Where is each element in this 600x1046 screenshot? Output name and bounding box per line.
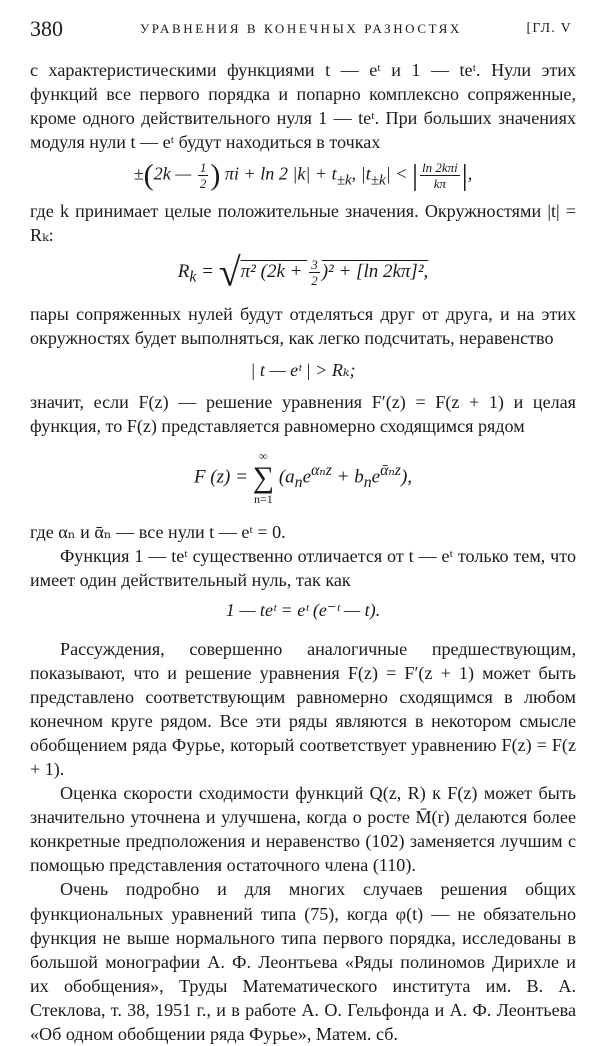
formula-part: | [461, 158, 468, 192]
subscript: ±k [336, 172, 352, 189]
sum-upper-limit: ∞ [259, 449, 268, 464]
formula-part: πi + ln 2 |k| + t [220, 164, 337, 185]
formula-zeros [30, 160, 576, 192]
page-body [30, 58, 576, 1046]
formula-inequality: | t — eᵗ | > Rₖ; [250, 359, 356, 380]
formula-part: ( [143, 158, 154, 192]
paragraph: значит, если F(z) — решение уравнения F′(z) = F(z + 1) и целая функция, то F(z) представляется равномерно сходящимся рядом [30, 391, 576, 437]
sigma-sign: ∑ [252, 461, 275, 495]
formula-part: + b [331, 466, 364, 488]
fraction [198, 160, 209, 191]
formula-part: F (z) = [193, 466, 253, 488]
paragraph: Рассуждения, совершенно аналогичные предшествующим, показывают, что и решение уравнения F(z) = F′(z + 1) может быть представлено соответствующим равномерно сходящимся в любом конечном круге рядом. Все эти ряды являются в некотором смысле обобщением ряда Фурье, который соответствует уравнению F(z) = F(z + 1). [30, 638, 576, 779]
formula-part: π² (2k + [240, 260, 308, 282]
chapter-label: [ГЛ. V [526, 21, 572, 36]
numerator: ln 2kπi [421, 160, 458, 176]
superscript: ᾱₙz [380, 462, 401, 480]
subscript: n [294, 474, 303, 492]
formula-part: ± [133, 164, 144, 185]
denominator: 2 [311, 272, 318, 288]
numerator: 1 [199, 160, 207, 176]
formula-part: e [371, 466, 381, 488]
fraction [420, 160, 460, 191]
running-header [30, 16, 572, 46]
paragraph: где αₙ и ᾱₙ — все нули t — eᵗ = 0. [30, 522, 286, 543]
superscript: αₙz [311, 462, 332, 480]
formula-part: , [467, 164, 473, 185]
formula-radius [30, 249, 576, 295]
page-number: 380 [30, 16, 63, 41]
subscript: k [189, 268, 197, 286]
numerator: 3 [311, 256, 318, 272]
denominator: kπ [433, 176, 446, 192]
paragraph: Функция 1 — teᵗ существенно отличается от t — eᵗ только тем, что имеет один действительный нуль, так как [30, 546, 576, 591]
formula-part: ), [400, 466, 413, 488]
formula-part: e [302, 466, 311, 488]
formula-series [30, 450, 576, 506]
subscript: n [363, 474, 372, 492]
formula-part: )² + [ln 2kπ]², [321, 260, 429, 282]
paragraph: где k принимает целые положительные значения. Окружностями |t| = Rₖ: [30, 200, 576, 245]
formula-identity: 1 — teᵗ = eᵗ (e⁻ᵗ — t). [225, 600, 381, 621]
sum-lower-limit: n=1 [253, 492, 273, 507]
paragraph: с характеристическими функциями t — eᵗ и 1 — teᵗ. Нули этих функций все первого порядка и попарно комплексно сопряженные, кроме одного действительного нуля 1 — teᵗ. При больших значениях модуля нули t — eᵗ будут находиться в точках [30, 60, 576, 153]
formula-part: ) [210, 158, 221, 192]
formula-part: R [177, 260, 190, 282]
paragraph: Очень подробно и для многих случаев решения общих функциональных уравнений типа (75), когда φ(t) — не обязательно функция не выше нормального типа первого порядка, исследованы в большой монографии А. Ф. Леонтьева «Ряды полиномов Дирихле и их обобщения», Труды Математического института им. В. А. Стеклова, т. 38, 1951 г., и в работе А. О. Гельфонда и А. Ф. Леонтьева «Об одном обобщении ряда Фурье», Матем. сб. [30, 879, 576, 1045]
formula-part: (a [274, 466, 295, 488]
summation [253, 450, 274, 506]
radical-sign: √ [218, 249, 241, 295]
paragraph: пары сопряженных нулей будут отделяться друг от друга, и на этих окружностях будет выполняться, как легко подсчитать, неравенство [30, 303, 576, 348]
formula-part: | [411, 158, 418, 192]
formula-part: 2k — [153, 164, 196, 185]
denominator: 2 [199, 176, 207, 192]
fraction [309, 257, 320, 288]
subscript: ±k [370, 172, 386, 189]
radicand [240, 256, 429, 288]
formula-part: = [196, 260, 219, 282]
formula-part: , |t [351, 164, 371, 185]
paragraph: Оценка скорости сходимости функций Q(z, R) к F(z) может быть значительно уточнена и улучшена, когда о росте M̄(r) делаются более конкретные предположения и неравенство (102) заменяется лучшим с помощью представления остаточного члена (110). [30, 783, 576, 876]
formula-part: | < [385, 164, 412, 185]
running-title: УРАВНЕНИЯ В КОНЕЧНЫХ РАЗНОСТЯХ [140, 21, 462, 36]
